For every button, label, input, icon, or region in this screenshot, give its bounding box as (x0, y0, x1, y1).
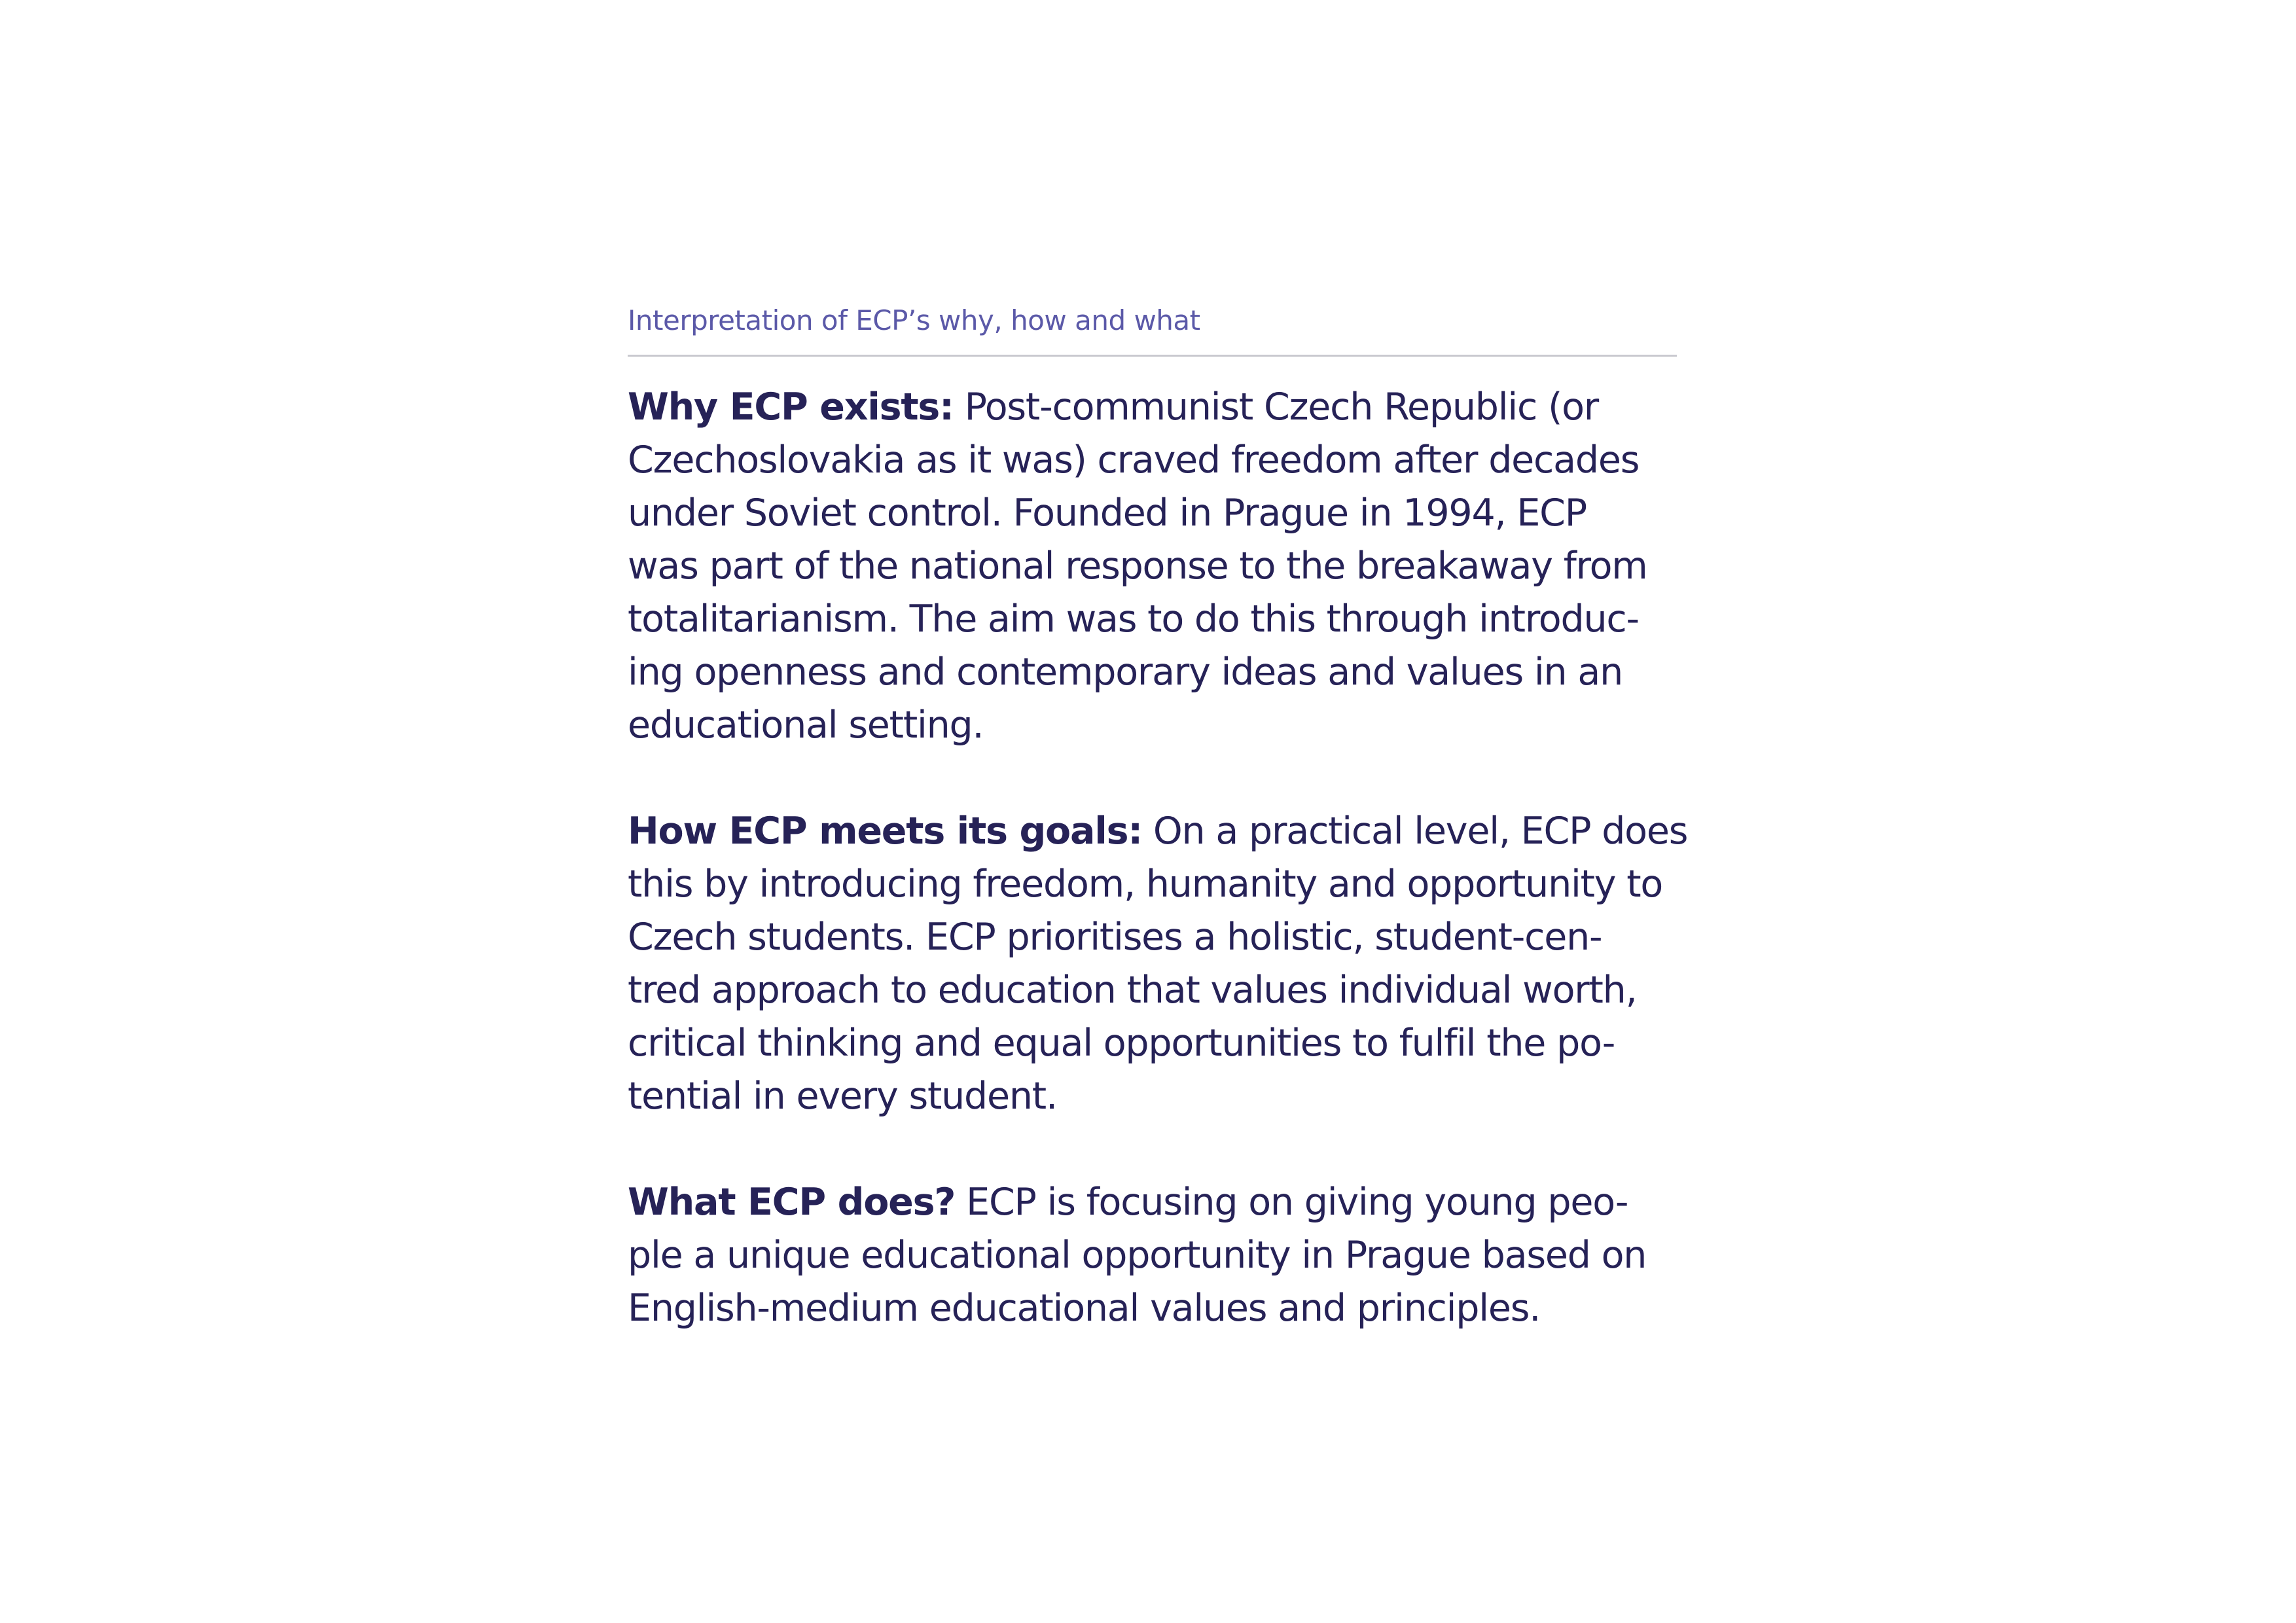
how-line-2: this by introducing freedom, humanity and opportunity to (628, 863, 1663, 906)
why-lead: Why ECP exists: (628, 385, 954, 429)
why-line-5: totalitarianism. The aim was to do this through introduc- (628, 597, 1639, 641)
how-line-4: tred approach to education that values individual worth, (628, 969, 1637, 1012)
what-lead: What ECP does? (628, 1181, 956, 1224)
why-line-4: was part of the national response to the breakaway from (628, 544, 1647, 588)
why-line-1: Why ECP exists: Post-communist Czech Republic (or (628, 385, 1599, 429)
why-paragraph (628, 381, 1677, 752)
what-line-3: English-medium educational values and principles. (628, 1287, 1541, 1330)
how-line-3: Czech students. ECP prioritises a holistic, student-cen- (628, 916, 1602, 959)
document-body (628, 301, 1688, 1335)
why-line-7: educational setting. (628, 704, 984, 747)
section-caption: Interpretation of ECP’s why, how and what (628, 304, 1200, 336)
how-line-6: tential in every student. (628, 1075, 1057, 1118)
how-lead: How ECP meets its goals: (628, 810, 1142, 853)
why-line-2: Czechoslovakia as it was) craved freedom after decades (628, 438, 1640, 482)
caption-divider (628, 355, 1677, 357)
what-paragraph (628, 1176, 1677, 1335)
how-line-1: How ECP meets its goals: On a practical level, ECP does (628, 810, 1688, 853)
what-line-2: ple a unique educational opportunity in Prague based on (628, 1234, 1647, 1277)
how-line-5: critical thinking and equal opportunities to fulfil the po- (628, 1022, 1615, 1065)
what-line-1: What ECP does? ECP is focusing on giving young peo- (628, 1181, 1628, 1224)
why-line-3: under Soviet control. Founded in Prague in 1994, ECP (628, 491, 1587, 535)
why-line-6: ing openness and contemporary ideas and values in an (628, 651, 1623, 694)
how-paragraph (628, 805, 1688, 1123)
